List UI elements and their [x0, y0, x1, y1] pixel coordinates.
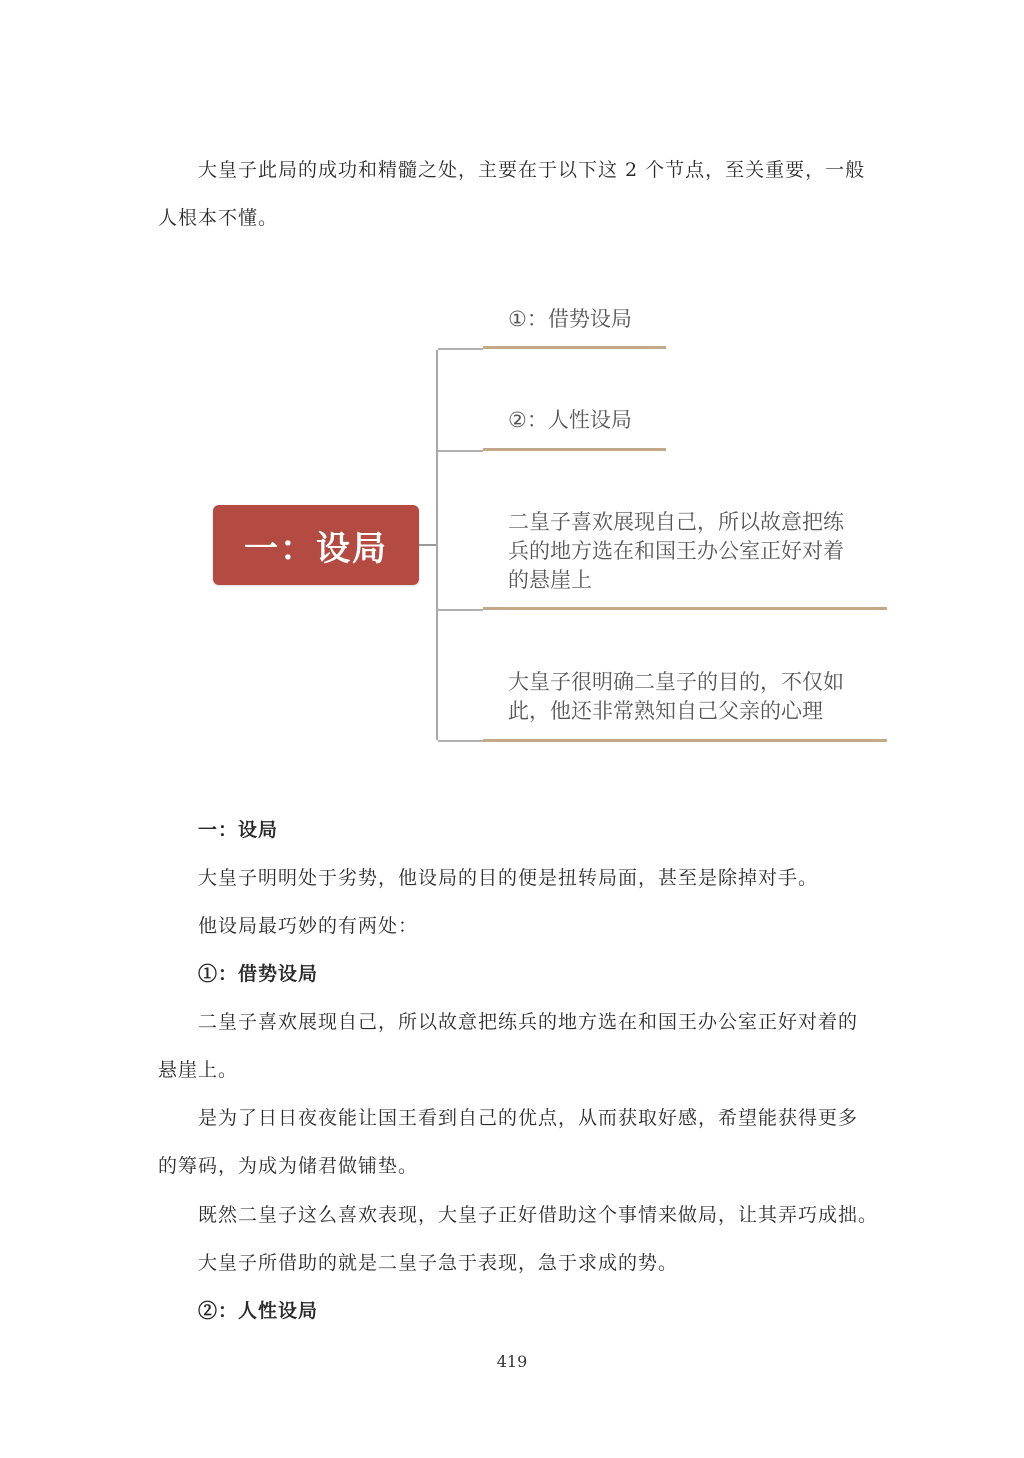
mind-map-branch-line — [438, 740, 483, 742]
body-paragraph: 大皇子所借助的就是二皇子急于表现，急于求成的势。 — [198, 1252, 679, 1274]
mind-map-branch-line — [438, 348, 483, 350]
mind-map-branch-2: ②：人性设局 — [508, 408, 632, 432]
mind-map-underline — [483, 448, 666, 451]
mind-map-connector — [419, 544, 437, 546]
mind-map-branch-1: ①：借势设局 — [508, 307, 632, 331]
mind-map-branch-line — [438, 609, 483, 611]
mind-map-branch-3: 二皇子喜欢展现自己，所以故意把练兵的地方选在和国王办公室正好对着的悬崖上 — [508, 510, 844, 592]
subsection-heading-2: ②：人性设局 — [198, 1300, 319, 1322]
intro-line-1: 大皇子此局的成功和精髓之处，主要在于以下这 2 个节点，至关重要，一般 — [198, 159, 866, 181]
mind-map-branch-line — [438, 450, 483, 452]
section-heading: 一：设局 — [198, 819, 279, 841]
mind-map-trunk — [436, 350, 438, 740]
body-paragraph: 既然二皇子这么喜欢表现，大皇子正好借助这个事情来做局，让其弄巧成拙。 — [198, 1204, 879, 1226]
body-paragraph: 他设局最巧妙的有两处： — [198, 915, 419, 937]
body-paragraph: 是为了日日夜夜能让国王看到自己的优点，从而获取好感，希望能获得更多的筹码，为成为储君做铺垫。 — [158, 1107, 859, 1177]
body-paragraph: 二皇子喜欢展现自己，所以故意把练兵的地方选在和国王办公室正好对着的悬崖上。 — [158, 1011, 859, 1081]
mind-map-branch-4: 大皇子很明确二皇子的目的，不仅如此，他还非常熟知自己父亲的心理 — [508, 670, 844, 723]
mind-map-underline — [483, 739, 887, 742]
mind-map-root: 一：设局 — [213, 505, 419, 585]
body-paragraph: 大皇子明明处于劣势，他设局的目的便是扭转局面，甚至是除掉对手。 — [198, 867, 819, 889]
mind-map-underline — [483, 346, 666, 349]
page-number: 419 — [496, 1352, 528, 1371]
intro-line-2: 人根本不懂。 — [158, 207, 279, 229]
subsection-heading-1: ①：借势设局 — [198, 963, 319, 985]
mind-map-underline — [483, 607, 887, 610]
